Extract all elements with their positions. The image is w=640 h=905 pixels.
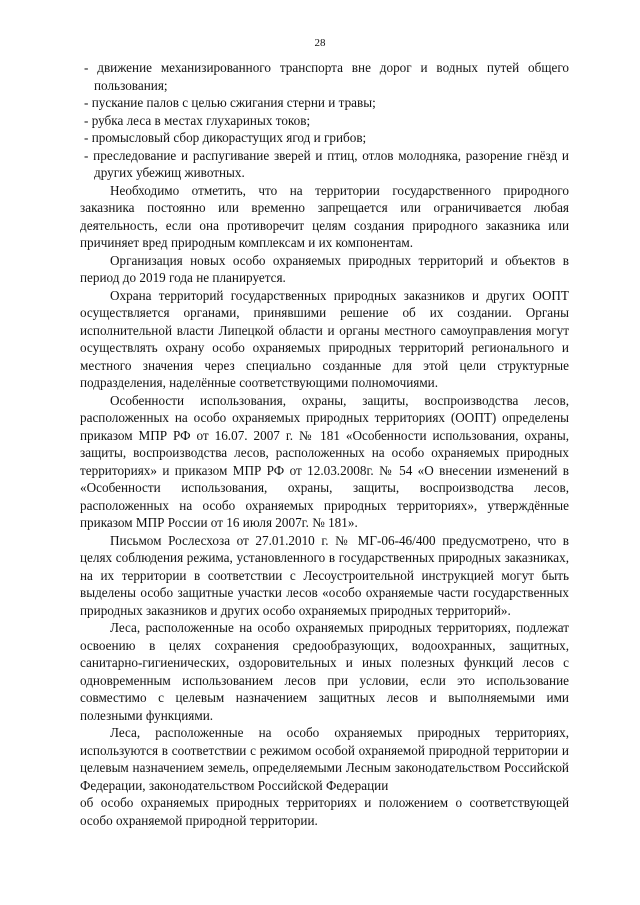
final-paragraph bbox=[80, 724, 569, 829]
paragraph: Особенности использования, охраны, защиты, воспроизводства лесов, расположенных на особо охраняемых природных территориях (ООПТ) определены приказом МПР РФ от 16.07. 2007 г. № 181 «Особенности использования, охраны, защиты, воспроизводства лесов, расположенных на особо охраняемых природных территориях» и приказом МПР РФ от 12.03.2008г. № 54 «О внесении изменений в «Особенности использования, охраны, защиты, воспроизводства лесов, расположенных на особо охраняемых природных территориях», утверждённые приказом МПР России от 16 июля 2007г. № 181». bbox=[80, 392, 569, 530]
paragraph: Охрана территорий государственных природных заказников и других ООПТ осуществляется органами, принявшими решение об их создании. Органы исполнительной власти Липецкой области и органы местного самоуправления могут осуществлять охрану особо охраняемых природных территорий регионального и местного значения через специально созданные для этой цели структурные подразделения, наделённые соответствующими полномочиями. bbox=[80, 287, 569, 390]
list-item: - движение механизированного транспорта вне дорог и водных путей общего пользования; bbox=[84, 60, 569, 93]
paragraph: Письмом Рослесхоза от 27.01.2010 г. № МГ-06-46/400 предусмотрено, что в целях соблюдения режима, установленного в государственных природных заказниках, на их территории в соответствии с Лесоустроительной инструкцией могут быть выделены особо защитные участки лесов «особо охраняемые части государственных природных заказников и других особо охраняемых природных территорий». bbox=[80, 532, 569, 618]
final-paragraph-part1: Леса, расположенные на особо охраняемых природных территориях, используются в соответствии с режимом особой охраняемой природной территории и целевым назначением земель, определяемыми Лесным законодательством Российской Федерации, законодательством Российской Федерации bbox=[80, 725, 569, 793]
document-body bbox=[80, 59, 569, 829]
list-item: - преследование и распугивание зверей и птиц, отлов молодняка, разорение гнёзд и других убежищ животных. bbox=[84, 147, 569, 180]
page-number: 28 bbox=[314, 37, 326, 49]
list-item: - рубка леса в местах глухариных токов; bbox=[84, 112, 311, 128]
paragraph: Необходимо отметить, что на территории государственного природного заказника постоянно или временно запрещается или ограничивается любая деятельность, если она противоречит целям создания природного заказника или причиняет вред природным комплексам и их компонентам. bbox=[80, 182, 569, 250]
final-paragraph-part2: об особо охраняемых природных территориях и положением о соответствующей особо охраняемой природной территории. bbox=[80, 795, 569, 828]
list-item: - промысловый сбор дикорастущих ягод и грибов; bbox=[84, 130, 367, 145]
list-item: - пускание палов с целью сжигания стерни и травы; bbox=[84, 95, 376, 110]
paragraph: Организация новых особо охраняемых природных территорий и объектов в период до 2019 года не планируется. bbox=[80, 252, 569, 285]
paragraph: Леса, расположенные на особо охраняемых природных территориях, подлежат освоению в целях сохранения средообразующих, водоохранных, защитных, санитарно-гигиенических, оздоровительных и иных полезных функций лесов с одновременным использованием лесов при условии, если это использование совместимо с целевым назначением защитных лесов и выполняемыми ими полезными функциями. bbox=[80, 620, 569, 723]
